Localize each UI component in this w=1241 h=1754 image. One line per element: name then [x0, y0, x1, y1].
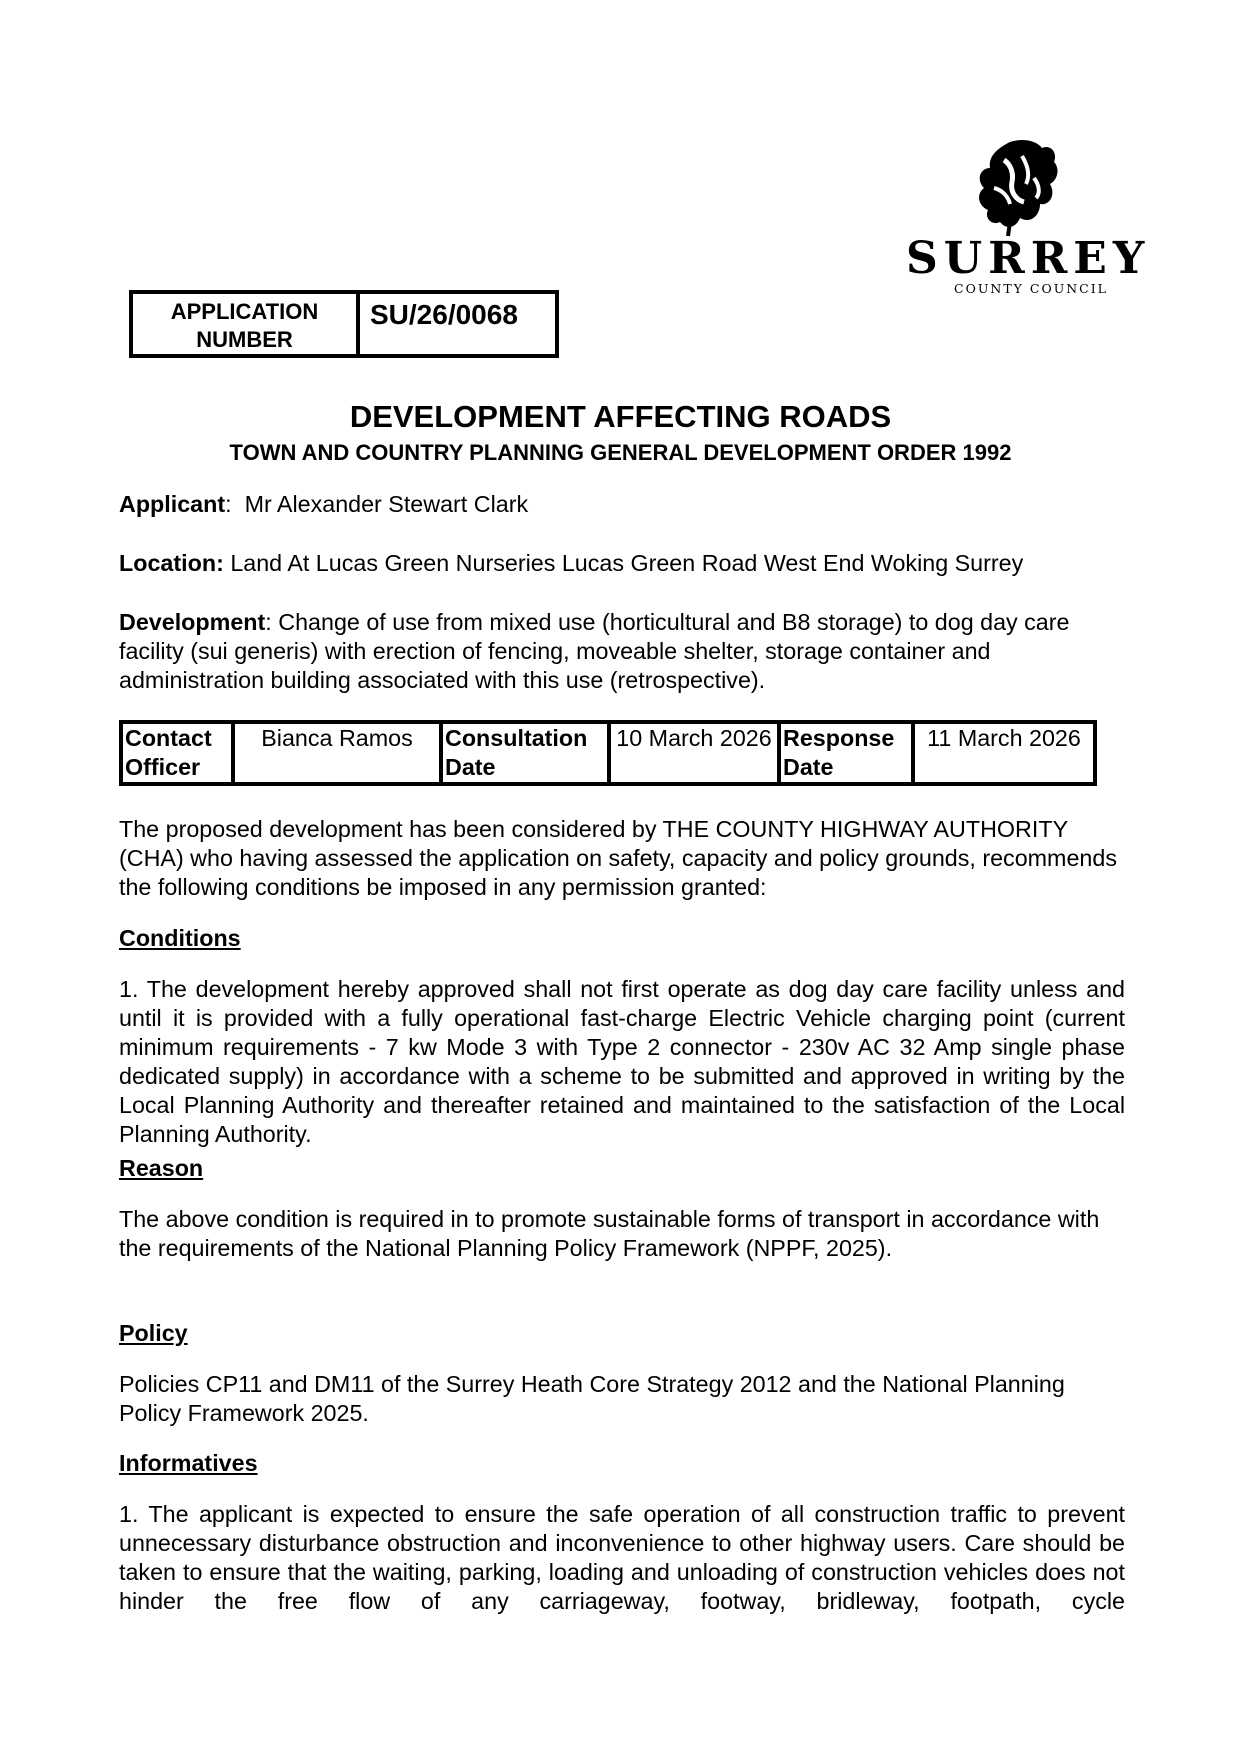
contact-officer-label: Contact Officer: [121, 722, 233, 784]
council-logo: [906, 138, 1151, 298]
development-label: Development: [119, 609, 266, 635]
intro-paragraph: The proposed development has been considered by THE COUNTY HIGHWAY AUTHORITY (CHA) who having assessed the application on safety, capacity and policy grounds, recommends the following conditions be imposed in any permission granted:: [119, 816, 1117, 900]
logo-subtitle: COUNTY COUNCIL: [954, 281, 1108, 296]
document-title: DEVELOPMENT AFFECTING ROADS: [349, 399, 892, 434]
condition-item: 1. The development hereby approved shall not first operate as dog day care facility unless and until it is provided with a fully operational fast-charge Electric Vehicle charging point (current minimum requirements - 7 kw Mode 3 with Type 2 connector - 230v AC 32 Amp single phase dedicated supply) in accordance with a scheme to be submitted and approved in writing by the Local Planning Authority and thereafter retained and maintained to the satisfaction of the Local Planning Authority.: [119, 976, 1125, 1147]
applicant-line: Applicant: Mr Alexander Stewart Clark: [119, 491, 529, 517]
policy-text: Policies CP11 and DM11 of the Surrey Heath Core Strategy 2012 and the National Planning Policy Framework 2025.: [119, 1371, 1065, 1426]
application-number-value: SU/26/0068: [370, 299, 518, 330]
location-value: Land At Lucas Green Nurseries Lucas Green Road West End Woking Surrey: [230, 550, 1024, 576]
policy-heading: Policy: [119, 1320, 188, 1346]
response-date-label: Response Date: [779, 722, 913, 784]
development-value: Change of use from mixed use (horticultural and B8 storage) to dog day care facility (sui generis) with erection of fencing, moveable shelter, storage container and administration building associated with this use (retrospective).: [119, 609, 1070, 693]
document-subtitle: TOWN AND COUNTRY PLANNING GENERAL DEVELOPMENT ORDER 1992: [229, 440, 1012, 465]
consultation-date-label: Consultation Date: [441, 722, 609, 784]
development-paragraph: Development: Change of use from mixed use (horticultural and B8 storage) to dog day care facility (sui generis) with erection of fencing, moveable shelter, storage container and administration building associated with this use (retrospective).: [119, 609, 1070, 693]
conditions-heading: Conditions: [119, 925, 241, 951]
applicant-value: Mr Alexander Stewart Clark: [244, 491, 529, 517]
reason-heading: Reason: [119, 1155, 204, 1181]
application-number-label: APPLICATION NUMBER: [133, 294, 360, 354]
oak-leaf-icon: [970, 138, 1060, 238]
location-line: [119, 549, 1125, 578]
applicant-label: Applicant: [119, 491, 226, 517]
location-label: Location:: [119, 550, 224, 576]
informatives-heading: Informatives: [119, 1450, 258, 1476]
consultation-date-value: 10 March 2026: [609, 722, 779, 784]
response-date-value: 11 March 2026: [913, 722, 1095, 784]
reason-text: The above condition is required in to promote sustainable forms of transport in accordance with the requirements of the National Planning Policy Framework (NPPF, 2025).: [119, 1206, 1100, 1261]
contact-table: [119, 720, 1097, 786]
contact-officer-value: Bianca Ramos: [233, 722, 441, 784]
informative-item: 1. The applicant is expected to ensure the safe operation of all construction traffic to prevent unnecessary disturbance obstruction and inconvenience to other highway users. Care should be taken to ensure that the waiting, parking, loading and unloading of construction vehicles does not hinder the free flow of any carriageway, footway, bridleway, footpath, cycle: [119, 1501, 1125, 1614]
application-number-box: [129, 290, 559, 358]
logo-name: SURREY: [906, 233, 1151, 284]
